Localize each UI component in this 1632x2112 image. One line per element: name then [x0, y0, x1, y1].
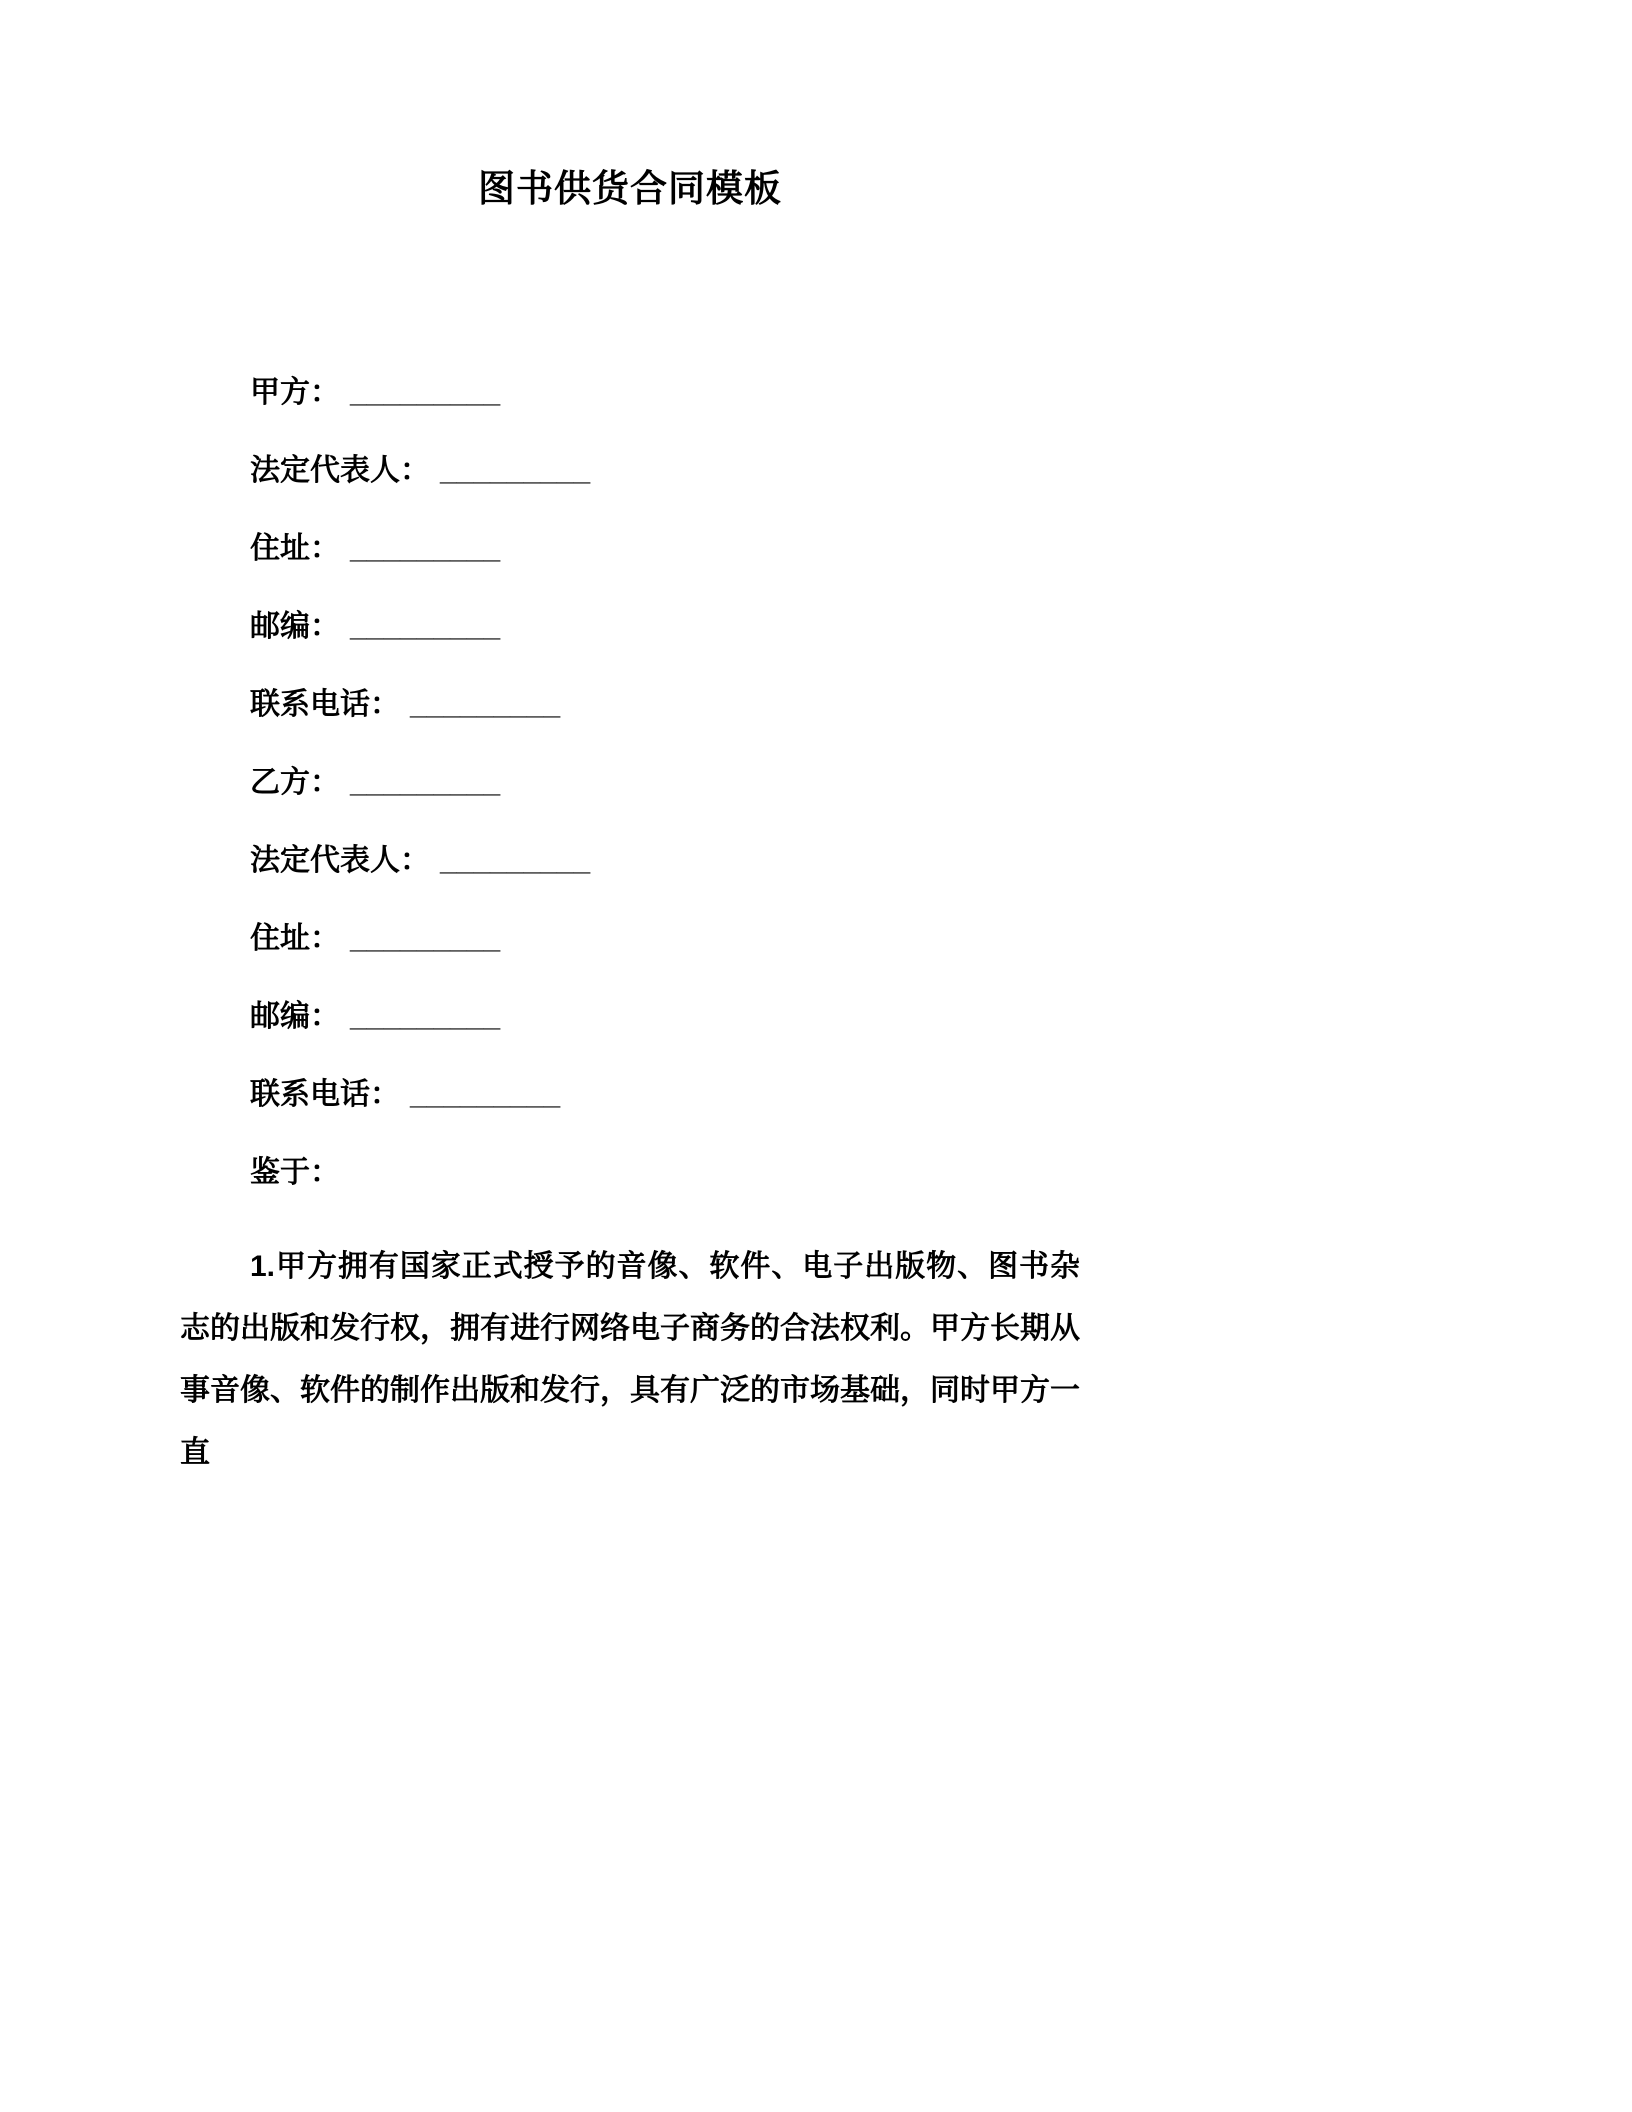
field-label: 邮编：: [250, 1000, 340, 1033]
field-label: 邮编：: [250, 610, 340, 643]
field-label: 住址：: [250, 922, 340, 955]
field-blank: _________: [350, 766, 501, 799]
contract-clause-1: 1.甲方拥有国家正式授予的音像、软件、电子出版物、图书杂志的出版和发行权，拥有进行网络电子商务的合法权利。甲方长期从事音像、软件的制作出版和发行，具有广泛的市场基础，同时甲方一直: [180, 1250, 1080, 1469]
document-title: 图书供货合同模板: [478, 168, 782, 209]
field-row-address-a: [250, 534, 1080, 564]
field-label: 法定代表人：: [250, 844, 430, 877]
field-blank: _________: [410, 688, 561, 721]
field-row-phone-a: [250, 690, 1080, 720]
field-label: 联系电话：: [250, 1078, 400, 1111]
field-label: 甲方：: [250, 376, 340, 409]
field-blank: _________: [350, 922, 501, 955]
party-info-fields: [180, 378, 1080, 1110]
field-label: 法定代表人：: [250, 454, 430, 487]
field-row-address-b: [250, 924, 1080, 954]
field-row-party-b: [250, 768, 1080, 798]
field-blank: _________: [350, 532, 501, 565]
field-blank: _________: [440, 454, 591, 487]
field-blank: _________: [440, 844, 591, 877]
field-label: 乙方：: [250, 766, 340, 799]
field-label: 住址：: [250, 532, 340, 565]
field-blank: _________: [350, 610, 501, 643]
field-row-legal-rep-a: [250, 456, 1080, 486]
field-row-zipcode-a: [250, 612, 1080, 642]
field-label: 联系电话：: [250, 688, 400, 721]
field-blank: _________: [410, 1078, 561, 1111]
field-row-party-a: [250, 378, 1080, 408]
field-blank: _________: [350, 1000, 501, 1033]
field-row-phone-b: [250, 1080, 1080, 1110]
whereas-line: 鉴于：: [250, 1156, 340, 1189]
field-row-zipcode-b: [250, 1002, 1080, 1032]
field-blank: _________: [350, 376, 501, 409]
document-content: [180, 0, 1080, 1484]
field-row-legal-rep-b: [250, 846, 1080, 876]
